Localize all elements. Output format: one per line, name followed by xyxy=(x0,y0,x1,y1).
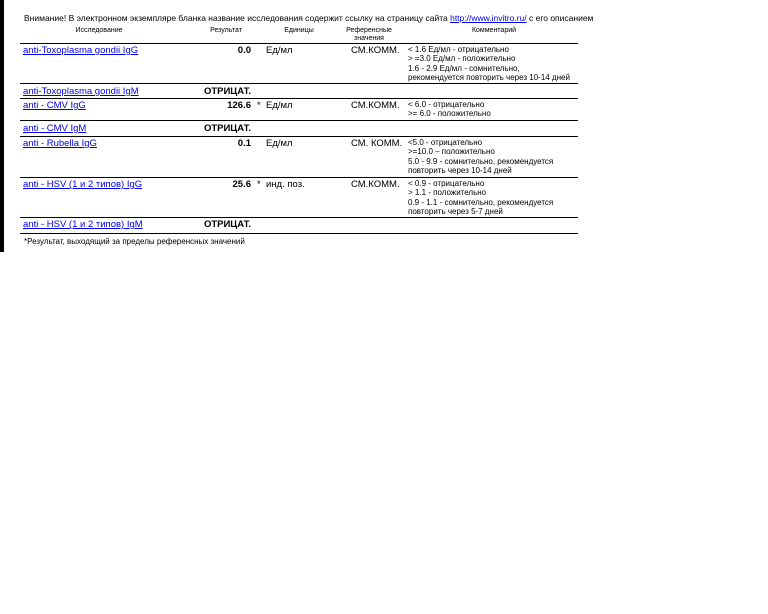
comment xyxy=(408,45,570,83)
test-name-link[interactable]: anti - HSV (1 и 2 типов) IgG xyxy=(23,179,143,190)
row-separator xyxy=(20,136,578,137)
row-separator xyxy=(20,98,578,99)
header-rule xyxy=(20,43,578,44)
comment-line: > =3.0 Ед/мл - положительно xyxy=(408,54,516,64)
comment-line: <5.0 - отрицательно xyxy=(408,138,483,147)
left-border xyxy=(0,0,4,252)
comment-line: рекомендуется повторить через 10-14 дней xyxy=(408,73,570,83)
notice: Внимание! В электронном экземпляре бланка название исследования содержит ссылку на страницу сайта http://www.invitro.ru/ с его описанием xyxy=(24,13,594,23)
header-comment: Комментарий xyxy=(471,27,517,34)
units-value: Ед/мл xyxy=(266,100,293,111)
result-value: 0.1 xyxy=(237,138,251,149)
row-separator xyxy=(20,233,578,234)
test-name-link[interactable]: anti - HSV (1 и 2 типов) IgM xyxy=(23,219,143,230)
units-value: Ед/мл xyxy=(266,45,293,56)
result-value: 126.6 xyxy=(227,100,251,111)
comment xyxy=(408,138,553,176)
comment-line: < 1.6 Ед/мл - отрицательно xyxy=(408,45,509,54)
result-value: 25.6 xyxy=(232,179,251,190)
invitro-link[interactable]: http://www.invitro.ru/ xyxy=(450,13,527,23)
units-value: Ед/мл xyxy=(266,138,293,149)
out-of-range-flag: * xyxy=(257,100,261,111)
row-separator xyxy=(20,83,578,84)
comment-line: 5.0 - 9.9 - сомнительно, рекомендуется xyxy=(408,156,554,166)
test-name-link[interactable]: anti - CMV IgG xyxy=(23,100,86,111)
row-separator xyxy=(20,177,578,178)
test-name-link[interactable]: anti - Rubella IgG xyxy=(23,138,97,149)
header-result: Результат xyxy=(210,27,242,34)
header-units: Единицы xyxy=(284,27,314,34)
comment xyxy=(408,100,491,119)
comment xyxy=(408,179,553,217)
comment-line: > 1.1 - положительно xyxy=(408,188,487,198)
reference-value: СМ.КОММ. xyxy=(351,179,400,190)
comment-line: < 6.0 - отрицательно xyxy=(408,100,485,109)
comment-line: < 0.9 - отрицательно xyxy=(408,179,485,188)
result-value: ОТРИЦАТ. xyxy=(203,123,251,134)
comment-line: 0.9 - 1.1 - сомнительно, рекомендуется xyxy=(408,197,554,207)
row-separator xyxy=(20,217,578,218)
header-reference: Референсные значения xyxy=(346,27,392,42)
out-of-range-flag: * xyxy=(257,179,261,190)
header-test: Исследование xyxy=(75,27,123,34)
test-name-link[interactable]: anti-Toxoplasma gondii IgG xyxy=(23,45,139,56)
units-value: инд. поз. xyxy=(266,179,305,190)
result-value: ОТРИЦАТ. xyxy=(203,86,251,97)
reference-value: СМ. КОММ. xyxy=(351,138,403,149)
comment-line: 1.6 - 2.9 Ед/мл - сомнительно, xyxy=(408,63,520,73)
test-name-link[interactable]: anti - CMV IgM xyxy=(23,123,87,134)
comment-line: повторить через 5-7 дней xyxy=(408,207,503,217)
reference-value: СМ.КОММ. xyxy=(351,45,400,56)
test-name-link[interactable]: anti-Toxoplasma gondii IgM xyxy=(23,86,139,97)
comment-line: повторить через 10-14 дней xyxy=(408,166,512,176)
comment-line: >= 6.0 - положительно xyxy=(408,109,491,119)
comment-line: >=10.0 – положительно xyxy=(408,147,495,157)
result-value: ОТРИЦАТ. xyxy=(203,219,251,230)
result-value: 0.0 xyxy=(237,45,251,56)
row-separator xyxy=(20,120,578,121)
reference-value: СМ.КОММ. xyxy=(351,100,400,111)
footnote: *Результат, выходящий за пределы референсных значений xyxy=(24,237,245,246)
